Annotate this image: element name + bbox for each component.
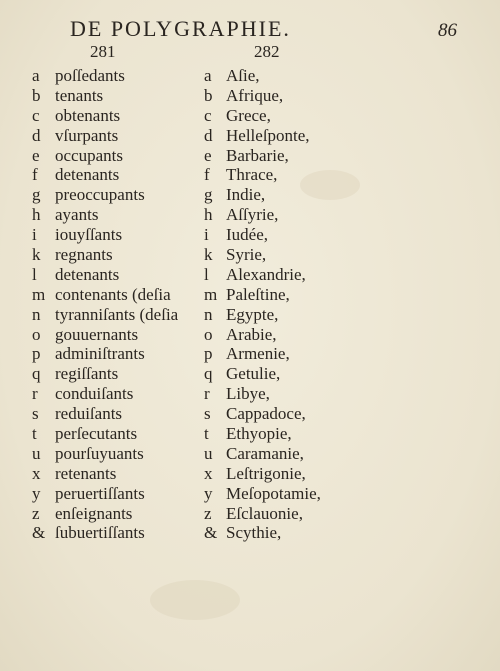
row-word-left: poſſedants (55, 66, 125, 85)
row-letter-right: k (204, 245, 213, 265)
row-word-right: Caramanie, (226, 443, 304, 463)
row-letter-left: p (32, 344, 41, 364)
row-word-right: Arabie, (226, 324, 277, 344)
row-letter-right: e (204, 145, 212, 165)
row-letter-left: g (32, 185, 41, 205)
row-word-right: Egypte, (226, 304, 279, 324)
table-row (0, 305, 500, 325)
row-word-left: detenants (55, 165, 120, 185)
row-word-left: detenants (55, 264, 120, 284)
row-word-left: conduiſants (55, 384, 134, 404)
row-letter-right: y (204, 483, 213, 503)
row-word-left: reduiſants (55, 404, 123, 424)
row-letter-left: n (32, 304, 41, 324)
row-letter-right: n (204, 304, 213, 324)
table-row (0, 205, 500, 225)
row-word-right: Libye, (226, 384, 270, 404)
table-row (0, 504, 500, 524)
row-word-right: Barbarie, (226, 145, 289, 165)
row-letter-left: o (32, 324, 41, 344)
row-word-right: Aſſyrie, (226, 205, 279, 225)
table-row (0, 86, 500, 106)
table-row (0, 364, 500, 384)
row-letter-right: t (204, 424, 209, 444)
row-letter-right: h (204, 205, 213, 225)
row-letter-left: b (32, 85, 41, 105)
row-word-right: Thrace, (226, 165, 278, 185)
paper-stain (150, 580, 240, 620)
row-word-right: Syrie, (226, 245, 267, 265)
row-word-left: perſecutants (55, 424, 138, 444)
row-letter-right: s (204, 404, 211, 424)
row-word-right: Alexandrie, (226, 264, 306, 284)
row-word-right: Meſopotamie, (226, 483, 321, 503)
row-letter-right: b (204, 85, 213, 105)
row-word-left: contenants (deſia (55, 284, 171, 304)
table-row (0, 66, 500, 86)
row-letter-left: z (32, 503, 40, 523)
row-word-right: Indie, (226, 185, 266, 205)
polygraphy-table (0, 66, 500, 543)
table-row (0, 265, 500, 285)
row-word-left: peruertiſſants (55, 483, 145, 503)
row-word-right: Getulie, (226, 364, 281, 384)
row-letter-left: i (32, 225, 37, 245)
row-letter-left: q (32, 364, 41, 384)
row-letter-right: l (204, 264, 209, 284)
table-row (0, 126, 500, 146)
table-row (0, 146, 500, 166)
row-word-left: ſubuertiſſants (55, 523, 145, 543)
table-row (0, 384, 500, 404)
row-word-left: tyranniſants (deſia (55, 304, 179, 324)
table-row (0, 444, 500, 464)
row-letter-right: d (204, 125, 213, 145)
row-letter-right: f (204, 165, 210, 185)
column-number-right: 282 (254, 42, 280, 61)
table-row (0, 404, 500, 424)
row-word-right: Ethyopie, (226, 424, 292, 444)
row-letter-right: u (204, 443, 213, 463)
row-letter-left: e (32, 145, 40, 165)
row-word-left: adminiſtrants (55, 344, 145, 364)
table-row (0, 523, 500, 543)
row-letter-left: u (32, 443, 41, 463)
table-row (0, 484, 500, 504)
table-row (0, 245, 500, 265)
row-letter-left: d (32, 125, 41, 145)
row-letter-left: m (32, 284, 46, 304)
row-word-right: Armenie, (226, 344, 290, 364)
table-row (0, 325, 500, 345)
row-letter-left: a (32, 66, 40, 85)
row-word-left: tenants (55, 85, 104, 105)
row-letter-right: g (204, 185, 213, 205)
row-letter-right: m (204, 284, 218, 304)
row-word-right: Iudée, (226, 225, 269, 245)
row-word-left: enſeignants (55, 503, 133, 523)
row-letter-left: y (32, 483, 41, 503)
running-head: DE POLYGRAPHIE. (70, 16, 291, 41)
row-word-right: Eſclauonie, (226, 503, 303, 523)
row-letter-right: o (204, 324, 213, 344)
row-word-left: regnants (55, 245, 113, 265)
row-word-right: Paleſtine, (226, 284, 290, 304)
row-letter-left: h (32, 205, 41, 225)
row-word-left: regiſſants (55, 364, 119, 384)
row-word-left: obtenants (55, 105, 121, 125)
row-letter-left: c (32, 105, 40, 125)
table-row (0, 344, 500, 364)
row-letter-right: x (204, 463, 213, 483)
row-word-left: retenants (55, 463, 117, 483)
row-word-left: iouyſſants (55, 225, 123, 245)
row-letter-right: q (204, 364, 213, 384)
row-letter-left: t (32, 424, 37, 444)
row-word-left: pourſuyuants (55, 443, 144, 463)
table-row (0, 185, 500, 205)
table-row (0, 285, 500, 305)
row-word-left: gouuernants (55, 324, 139, 344)
table-row (0, 464, 500, 484)
row-word-left: vſurpants (55, 125, 119, 145)
row-letter-right: z (204, 503, 212, 523)
row-word-left: preoccupants (55, 185, 145, 205)
row-word-right: Leſtrigonie, (226, 463, 306, 483)
row-letter-right: p (204, 344, 213, 364)
row-word-left: occupants (55, 145, 123, 165)
row-letter-left: & (32, 523, 46, 543)
row-letter-left: s (32, 404, 39, 424)
row-letter-left: r (32, 384, 38, 404)
table-row (0, 225, 500, 245)
row-letter-right: a (204, 66, 212, 85)
table-row (0, 106, 500, 126)
row-letter-left: x (32, 463, 41, 483)
row-letter-left: f (32, 165, 38, 185)
page-number: 86 (438, 20, 457, 41)
row-letter-left: k (32, 245, 41, 265)
row-word-left: ayants (55, 205, 99, 225)
row-word-right: Cappadoce, (226, 404, 306, 424)
row-letter-left: l (32, 264, 37, 284)
row-word-right: Grece, (226, 105, 271, 125)
table-row (0, 165, 500, 185)
column-number-left: 281 (90, 42, 116, 61)
row-word-right: Scythie, (226, 523, 282, 543)
table-row (0, 424, 500, 444)
row-word-right: Helleſponte, (226, 125, 310, 145)
row-word-right: Afrique, (226, 85, 284, 105)
row-letter-right: i (204, 225, 209, 245)
row-letter-right: r (204, 384, 210, 404)
row-word-right: Aſie, (226, 66, 260, 85)
row-letter-right: c (204, 105, 212, 125)
row-letter-right: & (204, 523, 218, 543)
